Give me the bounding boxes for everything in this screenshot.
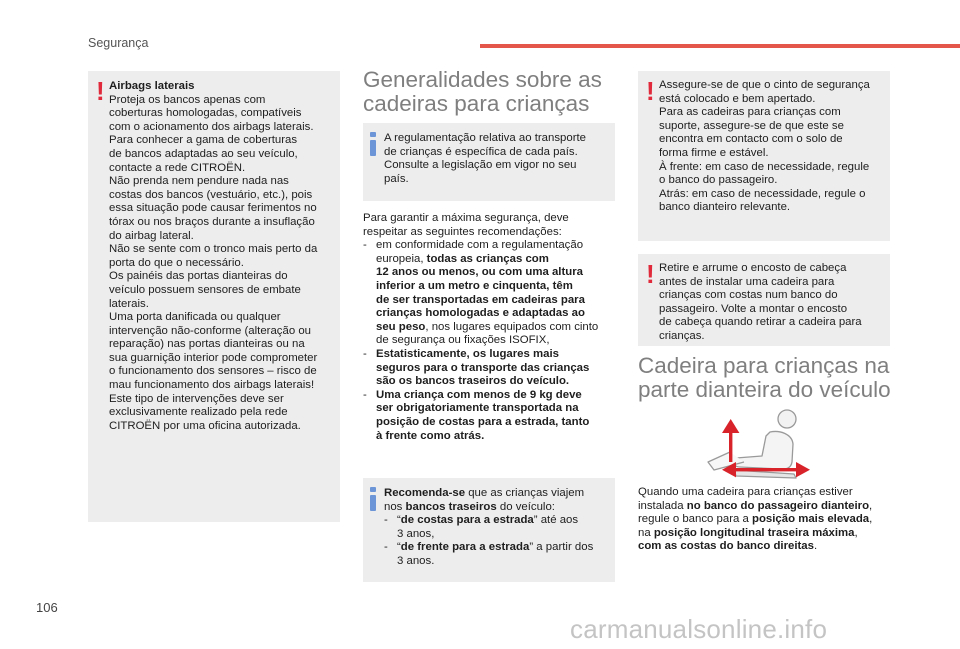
text-line: veículo possuem sensores de embate [109,283,301,296]
text-line: laterais. [109,297,149,310]
text-line: porta do que o necessário. [109,256,244,269]
front-seat-instructions: Quando uma cadeira para crianças estiver instalada no banco do passageiro dianteiro, regule o banco para a posição mais elevada, na posição longitudinal traseira máxima, com as costas do banco direitas. [638,486,873,553]
recommendation-info-text: Recomenda-se que as crianças viajem nos bancos traseiros do veículo: - “de costas para a estrada” até aos 3 anos, - “de frente para a estrada” a partir dos 3 anos. [384,487,612,569]
text-line: com o acionamento dos airbags laterais. [109,120,314,133]
text-line: Para conhecer a gama de coberturas [109,134,298,147]
recommendation-info-box [363,478,615,582]
text-line: forma firme e estável. [659,146,769,159]
text-line: encontra em contacto com o solo de [659,133,843,146]
recommendation-sub-2: - “de frente para a estrada” a partir dos 3 anos. [384,541,594,567]
text-line: está colocado e bem apertado. [659,92,816,105]
airbag-title: Airbags laterais [109,80,195,92]
seat-adjust-arrows-icon [700,404,820,482]
text-line: de cabeça quando retirar a cadeira para [659,316,862,329]
text-line: Os painéis das portas dianteiras do [109,270,288,283]
text-line: Não prenda nem pendure nada nas [109,175,289,188]
text-line: do airbag lateral. [109,229,194,242]
seatbelt-warning-box [638,71,890,241]
headrest-warning-text [659,262,889,344]
text-line: suporte, assegure-se de que este se [659,119,844,132]
text-line: de crianças é específica de cada país. [384,145,578,158]
text-line: país. [384,172,409,185]
text-line: tórax ou nos braços durante a insuflação [109,215,315,228]
text-line: contacte a rede CITROËN. [109,161,246,174]
text-line: CITROËN por uma oficina autorizada. [109,419,301,432]
text-line: crianças. [659,329,705,342]
text-line: A regulamentação relativa ao transporte [384,132,586,144]
headrest-warning-box [638,254,890,346]
text-line: o funcionamento dos sensores – risco de [109,365,317,378]
text-line: essa situação pode causar ferimentos no [109,202,317,215]
recommendation-item-1: - em conformidade com a regulamentação europeia, todas as crianças com 12 anos ou menos, ou com uma altura inferior a um metro e cinquenta, têm de ser transportadas em cadeiras para crianças homologadas e adaptadas ao seu peso, nos lugares equipados com cinto de segurança ou fixações ISOFIX, [363,239,599,347]
section-label: Segurança [88,36,149,50]
info-icon [370,140,376,156]
text-line: À frente: em caso de necessidade, regule [659,160,870,173]
text-line: sua guarnição interior pode comprometer [109,351,318,364]
airbag-lines [109,94,339,434]
seatbelt-warning-text [659,79,889,215]
text-line: costas dos bancos (vestuário, etc.), pois [109,188,313,201]
recommendations-text: Para garantir a máxima segurança, deve respeitar as seguintes recomendações: - em conformidade com a regulamentação europeia, todas as crianças com 12 anos ou menos, ou com uma altura inferior a um metro e cinquenta, têm de ser transportadas em cadeiras para crianças homologadas e adaptadas ao seu peso, nos lugares equipados com cinto de segurança ou fixações ISOFIX, - Estatisticamente, os lugares mais seguros para o transporte das crianças são os bancos traseiros do veículo. - Uma criança com menos de 9 kg deve ser obrigatoriamente transportada na posição de costas para a estrada, tanto à frente como atrás. [363,212,618,443]
generalidades-title: Generalidades sobre as cadeiras para crianças [363,67,602,116]
page-number: 106 [36,600,58,615]
text-line: banco dianteiro relevante. [659,201,791,214]
text-line: antes de instalar uma cadeira para [659,275,835,288]
airbag-warning-text [109,80,339,433]
text-line: Proteja os bancos apenas com [109,93,266,106]
airbag-warning-box [88,71,340,522]
info-icon [370,495,376,511]
text-line: Para as cadeiras para crianças com [659,106,841,119]
text-line: Retire e arrume o encosto de cabeça [659,262,847,274]
text-line: intervenção não-conforme (alteração ou [109,324,311,337]
warning-exclamation-icon: ! [96,76,105,106]
regulation-info-text [384,132,612,186]
recommendation-item-3: - Uma criança com menos de 9 kg deve ser obrigatoriamente transportada na posição de costas para a estrada, tanto à frente como atrás. [363,388,590,442]
warning-exclamation-icon: ! [646,259,655,289]
text-line: Consulte a legislação em vigor no seu [384,159,577,172]
text-line: Este tipo de intervenções deve ser [109,392,284,405]
watermark-text: carmanualsonline.info [570,614,828,644]
text-line: reparação) nas portas dianteiras ou na [109,338,305,351]
text-line: mau funcionamento dos airbags laterais! [109,379,315,392]
text-line: Uma porta danificada ou qualquer [109,311,281,324]
text-line: o banco do passageiro. [659,174,778,187]
text-line: passageiro. Volte a montar o encosto [659,302,848,315]
cadeira-dianteira-title: Cadeira para crianças na parte dianteira do veículo [638,353,891,402]
recommendation-item-2: - Estatisticamente, os lugares mais seguros para o transporte das crianças são os bancos traseiros do veículo. [363,347,590,388]
text-line: Atrás: em caso de necessidade, regule o [659,187,866,200]
warning-exclamation-icon: ! [646,76,655,106]
text-line: Assegure-se de que o cinto de segurança [659,79,870,91]
text-line: Não se sente com o tronco mais perto da [109,243,318,256]
text-line: coberturas homologadas, compatíveis [109,107,302,120]
text-line: crianças com costas num banco do [659,289,838,302]
text-line: exclusivamente realizado pela rede [109,406,288,419]
text-line: de bancos adaptadas ao seu veículo, [109,147,298,160]
recommendation-sub-1: - “de costas para a estrada” até aos 3 anos, [384,514,579,540]
regulation-info-box [363,123,615,201]
header-accent-bar [480,44,960,48]
